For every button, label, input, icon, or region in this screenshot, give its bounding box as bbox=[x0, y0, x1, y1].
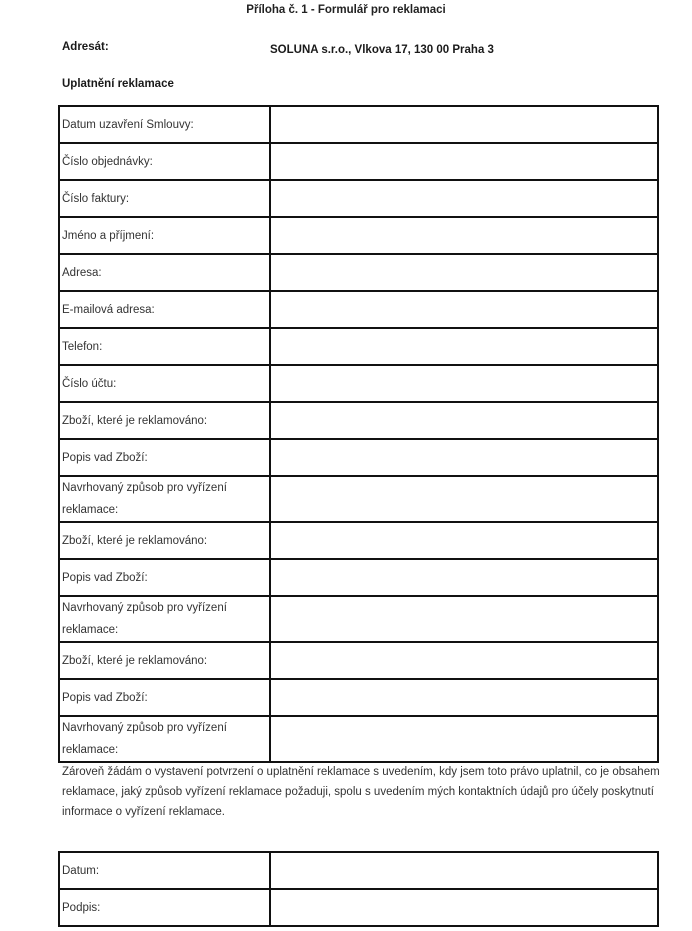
form-row bbox=[59, 522, 658, 559]
signature-label-datum: Datum: bbox=[59, 852, 270, 889]
form-row bbox=[59, 596, 658, 642]
form-field-navrhovany-zpusob-pro-vyrizeni-reklamace[interactable] bbox=[270, 716, 658, 762]
form-row bbox=[59, 106, 658, 143]
form-label-zbozi-ktere-je-reklamovano: Zboží, které je reklamováno: bbox=[59, 402, 270, 439]
form-label-jmeno-a-prijmeni: Jméno a příjmení: bbox=[59, 217, 270, 254]
form-field-zbozi-ktere-je-reklamovano[interactable] bbox=[270, 402, 658, 439]
form-field-jmeno-a-prijmeni[interactable] bbox=[270, 217, 658, 254]
form-field-adresa[interactable] bbox=[270, 254, 658, 291]
form-label-popis-vad-zbozi: Popis vad Zboží: bbox=[59, 679, 270, 716]
form-field-telefon[interactable] bbox=[270, 328, 658, 365]
signature-field-datum[interactable] bbox=[270, 852, 658, 889]
form-row bbox=[59, 217, 658, 254]
signature-row bbox=[59, 889, 658, 926]
form-label-navrhovany-zpusob-pro-vyrizeni-reklamace: Navrhovaný způsob pro vyřízení reklamace: bbox=[59, 596, 270, 642]
confirmation-statement: Zároveň žádám o vystavení potvrzení o uplatnění reklamace s uvedením, kdy jsem toto právo uplatnil, co je obsahem reklamace, jaký způsob vyřízení reklamace požaduji, spolu s uvedením mých kontaktních údajů pro účely poskytnutí informace o vyřízení reklamace. bbox=[62, 766, 660, 818]
signature-row bbox=[59, 852, 658, 889]
form-row bbox=[59, 716, 658, 762]
form-label-cislo-faktury: Číslo faktury: bbox=[59, 180, 270, 217]
form-row bbox=[59, 476, 658, 522]
form-label-cislo-objednavky: Číslo objednávky: bbox=[59, 143, 270, 180]
form-field-cislo-objednavky[interactable] bbox=[270, 143, 658, 180]
form-row bbox=[59, 642, 658, 679]
form-row bbox=[59, 291, 658, 328]
form-label-navrhovany-zpusob-pro-vyrizeni-reklamace: Navrhovaný způsob pro vyřízení reklamace: bbox=[59, 716, 270, 762]
form-row bbox=[59, 439, 658, 476]
form-label-zbozi-ktere-je-reklamovano: Zboží, které je reklamováno: bbox=[59, 522, 270, 559]
form-field-datum-uzavreni-smlouvy[interactable] bbox=[270, 106, 658, 143]
form-label-datum-uzavreni-smlouvy: Datum uzavření Smlouvy: bbox=[59, 106, 270, 143]
form-field-cislo-faktury[interactable] bbox=[270, 180, 658, 217]
form-label-navrhovany-zpusob-pro-vyrizeni-reklamace: Navrhovaný způsob pro vyřízení reklamace: bbox=[59, 476, 270, 522]
form-row bbox=[59, 254, 658, 291]
form-field-navrhovany-zpusob-pro-vyrizeni-reklamace[interactable] bbox=[270, 476, 658, 522]
form-row bbox=[59, 679, 658, 716]
signature-label-podpis: Podpis: bbox=[59, 889, 270, 926]
form-field-zbozi-ktere-je-reklamovano[interactable] bbox=[270, 522, 658, 559]
signature-table bbox=[58, 851, 659, 927]
form-row bbox=[59, 402, 658, 439]
form-field-zbozi-ktere-je-reklamovano[interactable] bbox=[270, 642, 658, 679]
form-label-adresa: Adresa: bbox=[59, 254, 270, 291]
form-field-navrhovany-zpusob-pro-vyrizeni-reklamace[interactable] bbox=[270, 596, 658, 642]
form-label-e-mailova-adresa: E-mailová adresa: bbox=[59, 291, 270, 328]
form-label-telefon: Telefon: bbox=[59, 328, 270, 365]
form-field-cislo-uctu[interactable] bbox=[270, 365, 658, 402]
form-label-popis-vad-zbozi: Popis vad Zboží: bbox=[59, 439, 270, 476]
section-title: Uplatnění reklamace bbox=[62, 78, 174, 90]
form-row bbox=[59, 559, 658, 596]
form-label-popis-vad-zbozi: Popis vad Zboží: bbox=[59, 559, 270, 596]
form-field-popis-vad-zbozi[interactable] bbox=[270, 679, 658, 716]
addressee-label: Adresát: bbox=[62, 41, 109, 53]
page-title: Příloha č. 1 - Formulář pro reklamaci bbox=[246, 4, 446, 16]
complaint-form-table bbox=[58, 105, 659, 763]
signature-field-podpis[interactable] bbox=[270, 889, 658, 926]
form-row bbox=[59, 365, 658, 402]
form-field-e-mailova-adresa[interactable] bbox=[270, 291, 658, 328]
addressee-value: SOLUNA s.r.o., Vlkova 17, 130 00 Praha 3 bbox=[270, 44, 494, 56]
form-row bbox=[59, 180, 658, 217]
form-label-cislo-uctu: Číslo účtu: bbox=[59, 365, 270, 402]
form-label-zbozi-ktere-je-reklamovano: Zboží, které je reklamováno: bbox=[59, 642, 270, 679]
form-field-popis-vad-zbozi[interactable] bbox=[270, 439, 658, 476]
form-field-popis-vad-zbozi[interactable] bbox=[270, 559, 658, 596]
form-row bbox=[59, 143, 658, 180]
form-row bbox=[59, 328, 658, 365]
